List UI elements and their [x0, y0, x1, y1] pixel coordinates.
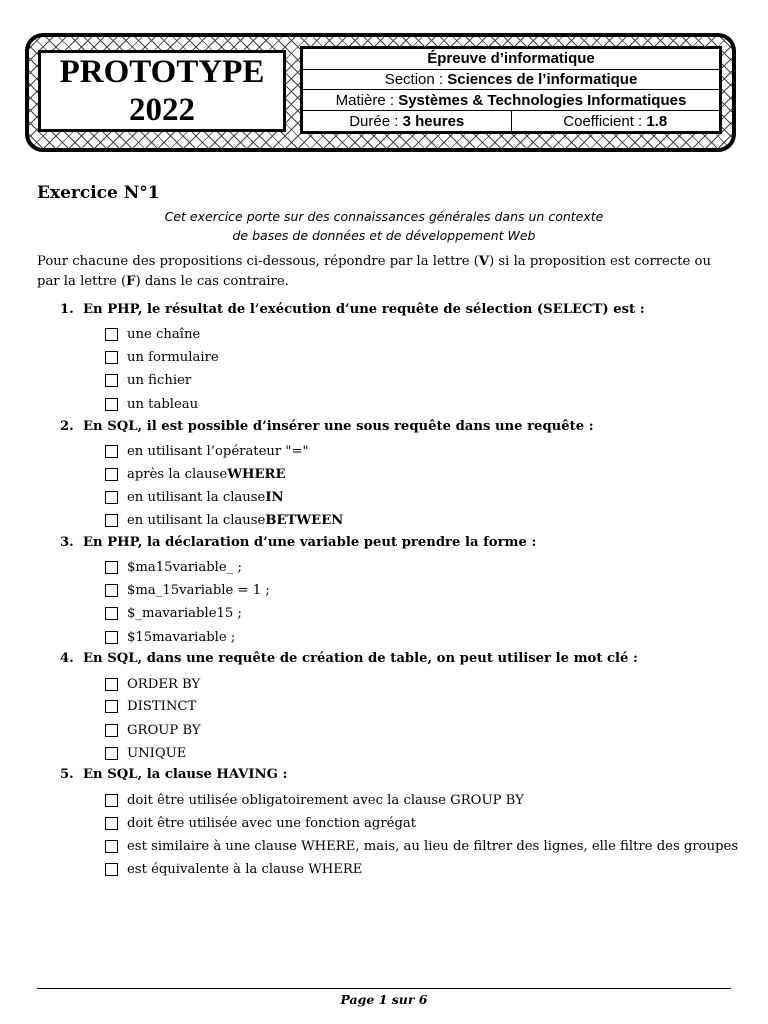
option-text: DISTINCT — [127, 698, 197, 714]
answer-checkbox[interactable] — [105, 514, 118, 527]
question-4-title — [60, 651, 638, 666]
question-2-option-4 — [105, 511, 343, 529]
intro-line-1: Cet exercice porte sur des connaissances générales dans un contexte — [164, 209, 604, 224]
footer-divider — [37, 988, 731, 989]
answer-checkbox[interactable] — [105, 631, 118, 644]
answer-checkbox[interactable] — [105, 374, 118, 387]
question-3-title — [60, 535, 536, 550]
option-text: est similaire à une clause WHERE, mais, au lieu de filtrer des lignes, elle filtre des groupes — [127, 838, 739, 854]
instruction-part-3: ) dans le cas contraire. — [135, 273, 289, 289]
question-2-option-3 — [105, 488, 284, 506]
answer-checkbox[interactable] — [105, 398, 118, 411]
exercise-intro — [37, 207, 731, 245]
answer-checkbox[interactable] — [105, 584, 118, 597]
question-2-option-2 — [105, 465, 286, 483]
intro-line-2: de bases de données et de développement Web — [232, 228, 536, 243]
question-4-option-4 — [105, 744, 186, 762]
answer-checkbox[interactable] — [105, 794, 118, 807]
question-5-title — [60, 767, 287, 782]
answer-checkbox[interactable] — [105, 700, 118, 713]
answer-checkbox[interactable] — [105, 351, 118, 364]
duree-label: Durée : — [349, 112, 403, 130]
question-5-option-1 — [105, 791, 524, 809]
option-text: $ma_15variable = 1 ; — [127, 582, 270, 598]
question-1-option-2 — [105, 348, 219, 366]
question-2-option-1 — [105, 442, 309, 460]
coefficient-cell — [511, 111, 721, 133]
duree-cell — [302, 111, 512, 133]
epreuve-title: Épreuve d’informatique — [427, 50, 595, 68]
option-text: ORDER BY — [127, 676, 201, 692]
question-3-option-3 — [105, 604, 242, 622]
question-1-option-1 — [105, 325, 200, 343]
section-cell — [302, 69, 721, 90]
answer-checkbox[interactable] — [105, 561, 118, 574]
question-5-option-4 — [105, 860, 362, 878]
option-text: $15mavariable ; — [127, 629, 236, 645]
answer-checkbox[interactable] — [105, 840, 118, 853]
question-number: 5. — [60, 767, 74, 782]
letter-v: V — [478, 254, 490, 269]
answer-checkbox[interactable] — [105, 491, 118, 504]
prototype-label: PROTOTYPE — [59, 54, 265, 90]
matiere-label: Matière : — [335, 91, 399, 109]
question-3-option-1 — [105, 558, 242, 576]
question-4-option-1 — [105, 675, 200, 693]
question-3-option-2 — [105, 581, 270, 599]
option-text: un tableau — [127, 396, 199, 412]
section-value: Sciences de l’informatique — [447, 71, 638, 89]
answer-checkbox[interactable] — [105, 724, 118, 737]
coefficient-value: 1.8 — [646, 112, 668, 130]
question-2-title — [60, 419, 594, 434]
instruction-part-1: Pour chacune des propositions ci-dessous, répondre par la lettre ( — [37, 254, 479, 269]
question-5-option-2 — [105, 814, 416, 832]
option-text: doit être utilisée obligatoirement avec la clause GROUP BY — [127, 792, 524, 808]
option-text: en utilisant la clause — [127, 489, 266, 505]
duree-value: 3 heures — [402, 112, 465, 130]
option-text: en utilisant la clause — [127, 512, 266, 528]
question-text: En SQL, dans une requête de création de table, on peut utiliser le mot clé : — [83, 651, 638, 666]
option-keyword: WHERE — [227, 466, 286, 482]
question-number: 1. — [60, 302, 74, 317]
prototype-box — [38, 50, 286, 132]
answer-checkbox[interactable] — [105, 468, 118, 481]
page-number: Page 1 sur 6 — [340, 992, 428, 1007]
prototype-year: 2022 — [129, 92, 195, 128]
option-keyword: BETWEEN — [265, 512, 344, 528]
option-text: une chaîne — [127, 326, 201, 342]
question-text: En SQL, la clause HAVING : — [83, 767, 288, 782]
option-text: un fichier — [127, 372, 192, 388]
option-keyword: IN — [265, 489, 284, 505]
option-text: $ma15variable_ ; — [127, 559, 242, 575]
answer-checkbox[interactable] — [105, 445, 118, 458]
option-text: est équivalente à la clause WHERE — [127, 861, 363, 877]
section-label: Section : — [384, 71, 448, 89]
answer-checkbox[interactable] — [105, 678, 118, 691]
instruction-text — [37, 252, 737, 291]
question-4-option-2 — [105, 697, 196, 715]
option-text: UNIQUE — [127, 745, 187, 761]
answer-checkbox[interactable] — [105, 863, 118, 876]
question-number: 4. — [60, 651, 74, 666]
question-text: En PHP, le résultat de l’exécution d’une requête de sélection (SELECT) est : — [83, 302, 645, 317]
matiere-value: Systèmes & Technologies Informatiques — [398, 91, 687, 109]
option-text: après la clause — [127, 466, 228, 482]
matiere-cell — [302, 90, 721, 111]
option-text: en utilisant l’opérateur "=" — [127, 443, 309, 459]
option-text: $_mavariable15 ; — [127, 605, 242, 621]
answer-checkbox[interactable] — [105, 747, 118, 760]
question-text: En SQL, il est possible d’insérer une sous requête dans une requête : — [83, 419, 594, 434]
question-5-option-3 — [105, 837, 738, 855]
question-1-option-4 — [105, 395, 198, 413]
question-number: 3. — [60, 535, 74, 550]
answer-checkbox[interactable] — [105, 817, 118, 830]
epreuve-cell — [302, 48, 721, 70]
option-text: doit être utilisée avec une fonction agrégat — [127, 815, 417, 831]
option-text: un formulaire — [127, 349, 219, 365]
exam-info-table — [300, 46, 722, 134]
exercise-title: Exercice N°1 — [37, 183, 160, 203]
instruction-part-2: ) si la proposition est correcte ou par la lettre ( — [37, 254, 711, 289]
letter-f: F — [126, 273, 136, 289]
question-text: En PHP, la déclaration d’une variable peut prendre la forme : — [83, 535, 537, 550]
question-3-option-4 — [105, 628, 235, 646]
question-4-option-3 — [105, 721, 201, 739]
question-1-option-3 — [105, 371, 191, 389]
option-text: GROUP BY — [127, 722, 201, 738]
question-number: 2. — [60, 419, 74, 434]
coefficient-label: Coefficient : — [563, 112, 647, 130]
question-1-title — [60, 302, 645, 317]
answer-checkbox[interactable] — [105, 607, 118, 620]
answer-checkbox[interactable] — [105, 328, 118, 341]
